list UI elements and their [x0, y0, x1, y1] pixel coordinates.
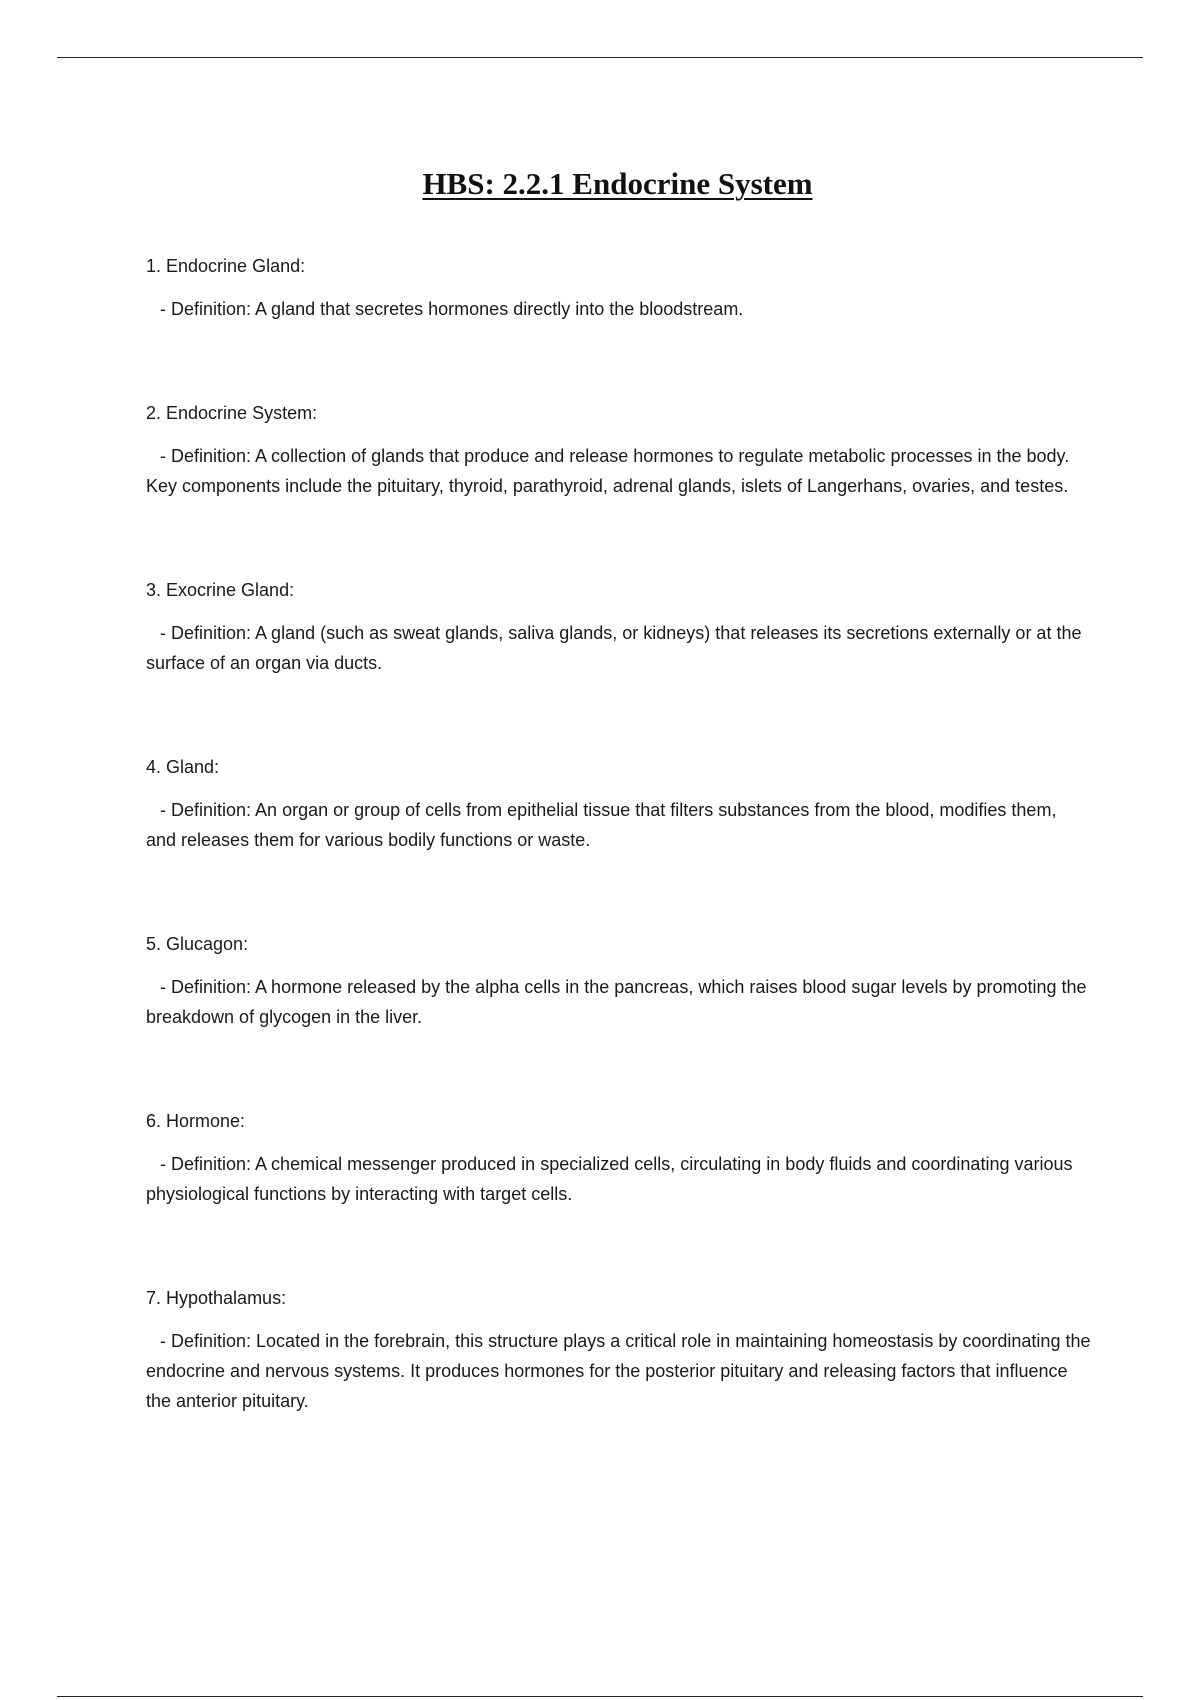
entry-definition-text: - Definition: An organ or group of cells from epithelial tissue that filters substances from the blood, modifies them, and releases them for various bodily functions or waste.: [146, 800, 1057, 850]
entry-definition: [146, 1149, 1091, 1209]
entry-term: 1. Endocrine Gland:: [146, 256, 306, 276]
entry-term: 4. Gland:: [146, 757, 220, 777]
entry-definition-text: - Definition: A gland (such as sweat glands, saliva glands, or kidneys) that releases its secretions externally or at the surface of an organ via ducts.: [146, 623, 1082, 673]
entry-definition: [146, 795, 1091, 855]
entry-term: 3. Exocrine Gland:: [146, 580, 295, 600]
glossary-entry: [146, 576, 1091, 678]
glossary-entry: [146, 753, 1091, 855]
glossary-entry: [146, 930, 1091, 1032]
page-title: [0, 164, 1200, 204]
entry-definition-text: - Definition: Located in the forebrain, this structure plays a critical role in maintaining homeostasis by coordinating the endocrine and nervous systems. It produces hormones for the posterior pituitary and releasing factors that influence the anterior pituitary.: [146, 1331, 1091, 1411]
entry-definition-text: - Definition: A chemical messenger produced in specialized cells, circulating in body fluids and coordinating various physiological functions by interacting with target cells.: [146, 1154, 1073, 1204]
entry-definition-text: - Definition: A gland that secretes hormones directly into the bloodstream.: [160, 299, 744, 319]
entry-definition: [146, 441, 1091, 501]
entry-term: 7. Hypothalamus:: [146, 1288, 287, 1308]
entry-term: 5. Glucagon:: [146, 934, 249, 954]
glossary-entry: [146, 1107, 1091, 1209]
entry-definition: [146, 972, 1091, 1032]
bottom-rule: [57, 1696, 1143, 1697]
glossary-entry: [146, 1284, 1091, 1416]
entry-definition-text: - Definition: A hormone released by the alpha cells in the pancreas, which raises blood sugar levels by promoting the breakdown of glycogen in the liver.: [146, 977, 1087, 1027]
glossary-entry: [146, 252, 1091, 324]
page-title-text: HBS: 2.2.1 Endocrine System: [422, 165, 813, 201]
entry-term: 6. Hormone:: [146, 1111, 246, 1131]
entry-definition: [146, 618, 1091, 678]
entry-definition: [146, 294, 1091, 324]
glossary-list: [146, 252, 1091, 1416]
glossary-entry: [146, 399, 1091, 501]
entry-term: 2. Endocrine System:: [146, 403, 318, 423]
entry-definition-text: - Definition: A collection of glands that produce and release hormones to regulate metabolic processes in the body. Key components include the pituitary, thyroid, parathyroid, adrenal glands, islets of Langerhans, ovaries, and testes.: [146, 446, 1070, 496]
top-rule: [57, 57, 1143, 58]
entry-definition: [146, 1326, 1091, 1416]
